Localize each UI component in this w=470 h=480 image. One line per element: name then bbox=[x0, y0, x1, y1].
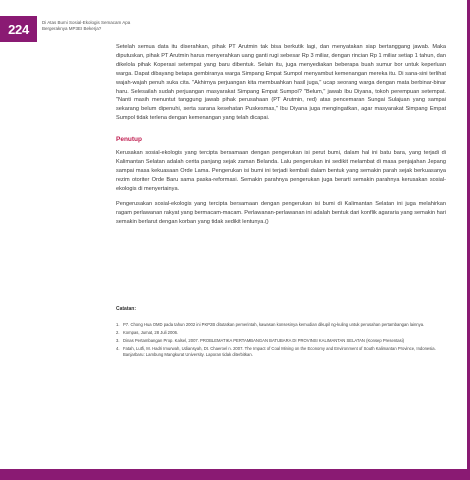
section-heading: Penutup bbox=[116, 136, 142, 144]
note-number: 4. bbox=[116, 346, 120, 352]
notes-title: Catatan: bbox=[116, 306, 137, 313]
page-number-tab: 224 bbox=[0, 16, 37, 42]
note-number: 3. bbox=[116, 338, 120, 344]
body-paragraph: Pengerusakan sosial-ekologis yang tercipta bersamaan dengan pengerukan isi bumi di Kalimantan Selatan ini juga melahirkan ragam perlawanan rakyat yang bermacam-macam. Perlawanan-perlawanan ini adalah bentuk dari konflik agararia yang semakin hari semakin berlarut dengan korban yang tidak sedikit lentunya.() bbox=[116, 200, 446, 225]
note-number: 2. bbox=[116, 330, 120, 336]
note-item bbox=[116, 338, 446, 344]
note-text: P7. Chong Hua OMD pada tahun 2002 ini PKP2B ditutatkan pemerintah, kawasan konsesinya kemudian dikupil ng-kuling untuk perusahan pertambangan lainnya. bbox=[123, 322, 425, 328]
body-paragraph: Kerusakan sosial-ekologis yang tercipta bersamaan dengan pengerukan isi perut bumi, dalam hal ini batu bara, yang terjadi di Kalimantan Selatan adalah cerita panjang sejak zaman Belanda. Lalu pengerukan ini sedikit melambat di masa penjajahan Jepang sampai masa kekuasaan Orde Lama. Pengerukan isi bumi ini terjadi kembali dalam bentuk yang semakin parah sejak berkuasanya rezim otoriter Orde Baru sama paska-reformasi. Semakin parahnya pengerukan juga berarti semakin parahnya kerusakan sosial-ekologis di menyertainya. bbox=[116, 150, 446, 192]
note-item bbox=[116, 346, 446, 358]
note-item bbox=[116, 322, 446, 328]
note-text: Fatah, Lutfi, M. Hadri Imurwah, Udiansyah, Dt. Chaeroel n. 2007. The Impact of Coal Mining on the Economy and Environment of South Kalimantan Province, Indonesia. Banjarbaru: Lambung Mangkurat University. Laporan tidak diterbitkan. bbox=[123, 346, 436, 358]
body-paragraph: Setelah semua data itu diserahkan, pihak PT Arutmin tak bisa berkutik lagi, dan menyatakan siap bertanggang jawab. Maka diputuskan, pihak PT Arutmin harus menyerahkan uang ganti rugi sebesar Rp 3 miliar, dengan rincian Rp 1 miliar setiap 1 tahun, dan dikelola pihak Koperasi setempat yang baru dibentuk. Selain itu, juga menyediakan beberapa buah sumur bor untuk keperluan warga. Dapat dibayang betapa gembiranya warga Simpang Empat Sumpol menyambut kemenangan mereka itu. Di sana-sini terlihat wajah-wajah penuh suka cita. "Akhirnya perjuangan kita membuahkan hasil juga," ucap seorang warga dengan mata berbinar-binar haru. Selesailah sudah perjuangan masyarakat Simpang Empat Sumpol? "Belum," jawab Ibu Diyana, tokoh perempuan setempat. "Nanti masih menuntut tanggung jawab pihak perusahaan (PT Arutmin, red) atas pencemaran Sungai Sulajuan yang sampai sekarang belum dipenuhi, serta sarana kesehatan Puskesmas," Ibu Diyana juga mengingatkan, agar masyarakat Simpang Empat Sumpol tidak terlena dengan kemenangan yang telah dicapai. bbox=[116, 44, 446, 122]
note-text: Dinas Pertambangan Prop. Kalsel, 2007. PROBLEMATIKA PERTAMBANGAN BATUBARA DI PROVINSI KALIMANTAN SELATAN (Konsep Presentasi) bbox=[123, 338, 405, 344]
note-number: 1. bbox=[116, 322, 120, 328]
running-head: Di Atas Bumi Sosial-Ekologis Semacam Apa Bergeraknya MP3EI Bekerja? bbox=[42, 20, 131, 31]
note-item bbox=[116, 330, 446, 336]
note-text: Kompas, Jumat, 28 Juli 2006. bbox=[123, 330, 179, 336]
bottom-bar bbox=[0, 469, 470, 480]
notes-list bbox=[116, 322, 446, 358]
page-content bbox=[116, 43, 446, 360]
